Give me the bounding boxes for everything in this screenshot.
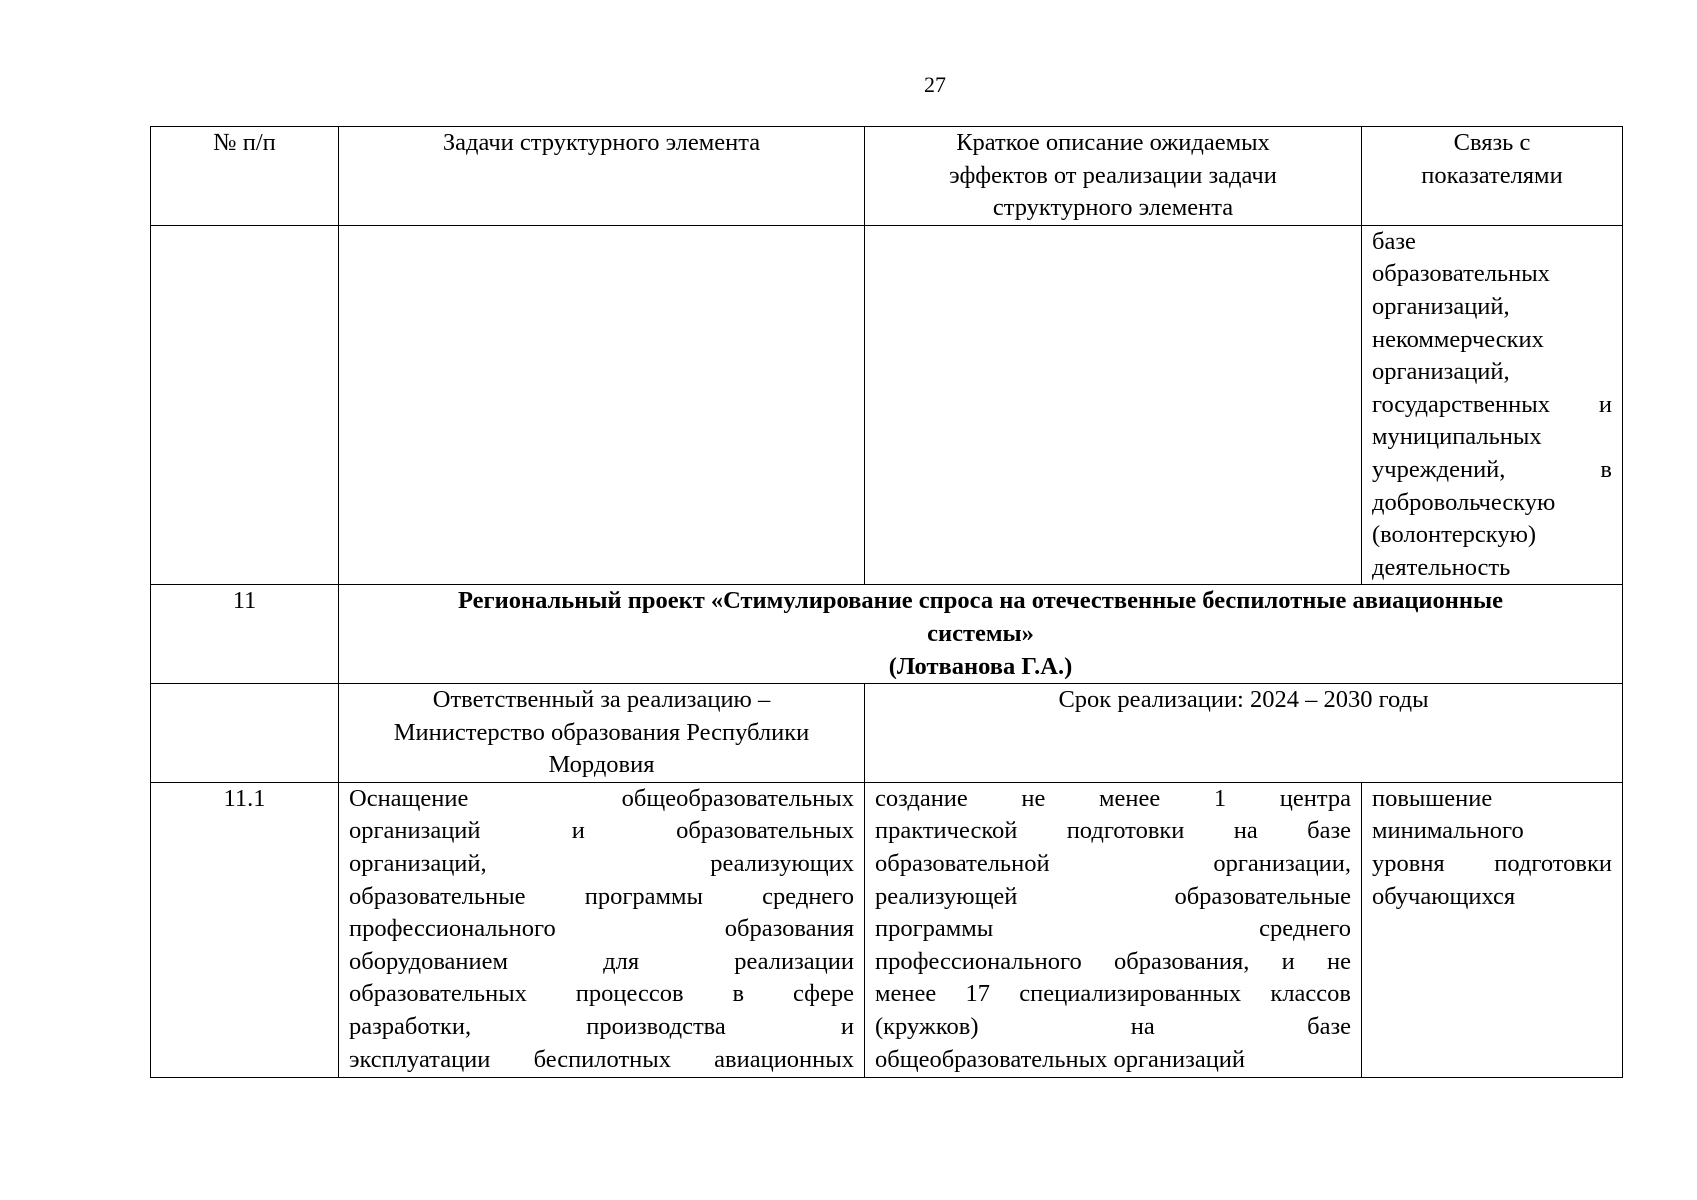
text-line: Оснащение общеобразовательных: [349, 784, 854, 812]
project-title-line: Региональный проект «Стимулирование спроса на отечественные беспилотные авиационные: [457, 587, 1504, 615]
text-line: организаций,: [1372, 292, 1510, 320]
table-row-responsible: [151, 684, 1623, 783]
text-line: менее 17 специализированных классов: [875, 980, 1351, 1008]
header-link: [1362, 127, 1623, 226]
table-row-continuation: [151, 225, 1623, 585]
cell-link-continuation: [1362, 225, 1623, 585]
text-line: (волонтерскую): [1372, 521, 1537, 549]
text-line: (кружков) на базе: [875, 1013, 1351, 1041]
cell-empty: [339, 225, 865, 585]
implementation-term: Срок реализации: 2024 – 2030 годы: [1058, 686, 1429, 714]
row-number: 11: [232, 587, 257, 615]
text-line: некоммерческих: [1372, 325, 1544, 353]
header-num-label: № п/п: [213, 129, 276, 156]
header-effects-line: структурного элемента: [992, 194, 1234, 222]
text-line: профессионального образования, и не: [875, 947, 1351, 975]
cell-responsible: [339, 684, 865, 783]
cell-link: [1362, 782, 1623, 1077]
cell-num: [151, 782, 339, 1077]
header-effects-line: эффектов от реализации задачи: [949, 161, 1277, 189]
header-tasks-label: Задачи структурного элемента: [442, 129, 761, 156]
text-line: муниципальных: [1372, 423, 1542, 451]
text-line: повышение: [1372, 784, 1493, 812]
header-link-line: показателями: [1421, 161, 1563, 189]
project-curator: (Лотванова Г.А.): [888, 652, 1073, 680]
cell-empty: [151, 225, 339, 585]
text-line: государственных и: [1372, 390, 1612, 418]
text-line: профессионального образования: [349, 915, 854, 943]
header-effects: [865, 127, 1362, 226]
text-line: создание не менее 1 центра: [875, 784, 1351, 812]
table-header-row: [151, 127, 1623, 226]
text-line: образовательных: [1372, 260, 1550, 288]
header-effects-line: Краткое описание ожидаемых: [956, 129, 1270, 156]
text-line: минимального: [1372, 817, 1524, 845]
row-number: 11.1: [223, 784, 266, 812]
cell-effect: [865, 782, 1362, 1077]
text-line: деятельность: [1372, 553, 1511, 581]
structural-elements-table: [150, 126, 1623, 1078]
project-title-line: системы»: [927, 619, 1034, 647]
cell-empty: [865, 225, 1362, 585]
text-line: разработки, производства и: [349, 1013, 854, 1041]
cell-empty: [151, 684, 339, 783]
page-number: 27: [924, 72, 946, 97]
text-line: общеобразовательных организаций: [875, 1045, 1246, 1073]
cell-term: [865, 684, 1623, 783]
text-line: организаций и образовательных: [349, 817, 854, 845]
text-line: оборудованием для реализации: [349, 947, 854, 975]
text-line: образовательные программы среднего: [349, 882, 854, 910]
table-row-project-11: [151, 585, 1623, 684]
text-line: эксплуатации беспилотных авиационных: [349, 1045, 854, 1073]
text-line: учреждений, в: [1372, 455, 1612, 483]
cell-project-title: [339, 585, 1623, 684]
responsible-line: Ответственный за реализацию –: [432, 686, 771, 714]
responsible-line: Министерство образования Республики: [393, 718, 810, 746]
text-line: практической подготовки на базе: [875, 817, 1351, 845]
header-num: [151, 127, 339, 226]
table-row-task-11-1: [151, 782, 1623, 1077]
cell-num: [151, 585, 339, 684]
text-line: программы среднего: [875, 915, 1351, 943]
header-tasks: [339, 127, 865, 226]
cell-task: [339, 782, 865, 1077]
text-line: добровольческую: [1372, 488, 1556, 516]
text-line: образовательной организации,: [875, 850, 1351, 878]
text-line: образовательных процессов в сфере: [349, 980, 854, 1008]
text-line: обучающихся: [1372, 882, 1516, 910]
text-line: базе: [1372, 227, 1416, 255]
text-line: уровня подготовки: [1372, 850, 1612, 878]
text-line: организаций, реализующих: [349, 850, 854, 878]
text-line: организаций,: [1372, 358, 1510, 386]
text-line: реализующей образовательные: [875, 882, 1351, 910]
responsible-line: Мордовия: [548, 751, 655, 779]
header-link-line: Связь с: [1453, 129, 1531, 156]
